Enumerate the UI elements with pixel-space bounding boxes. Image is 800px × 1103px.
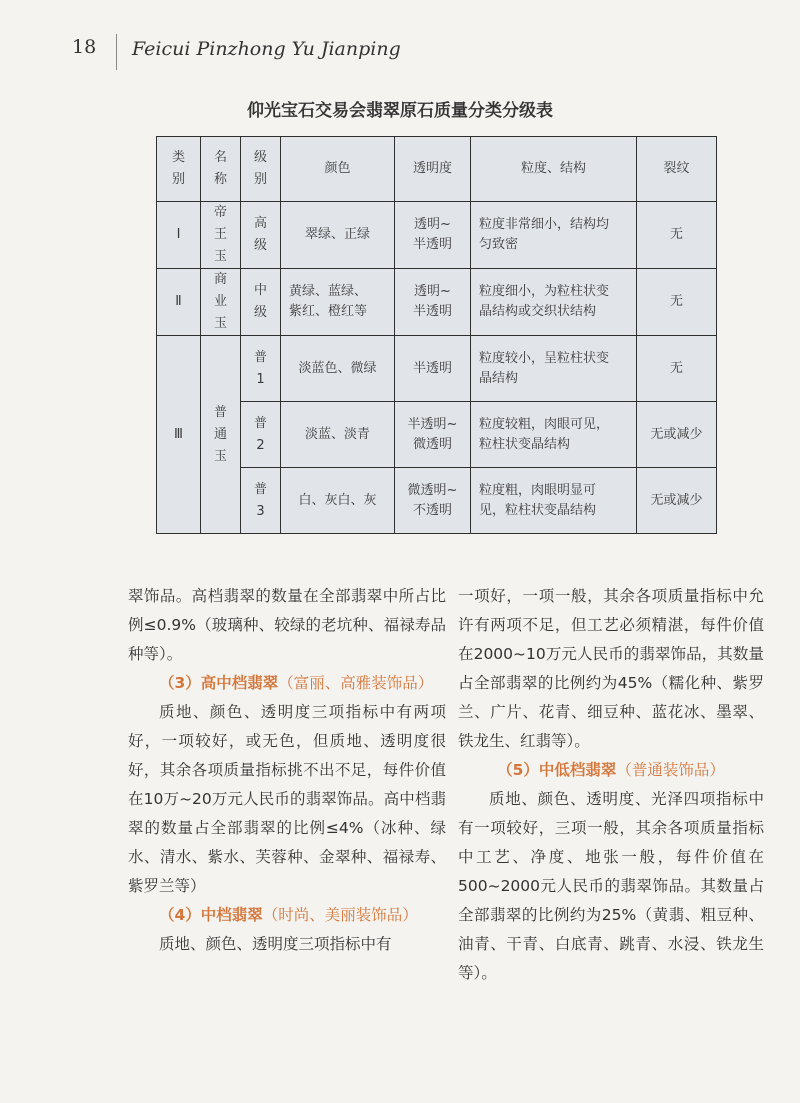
color-cell: 翠绿、正绿 <box>281 202 395 269</box>
header-color: 颜色 <box>281 137 395 202</box>
color-cell: 淡蓝、淡青 <box>281 402 395 468</box>
color-cell: 淡蓝色、微绿 <box>281 336 395 402</box>
cracks-cell: 无 <box>637 269 717 336</box>
category-cell: Ⅲ <box>157 336 201 534</box>
paragraph: 质地、颜色、透明度、光泽四项指标中有一项较好，三项一般，其余各项质量指标中工艺、净度、地张一般，每件价值在500~2000元人民币的翡翠饰品。其数量占全部翡翠的比例约为25%（黄翡、粗豆种、油青、干青、白底青、跳青、水浸、铁龙生等）。 <box>458 790 764 982</box>
paragraph: 一项好，一项一般，其余各项质量指标中允许有两项不足，但工艺必须精湛，每件价值在2000~10万元人民币的翡翠饰品，其数量占全部翡翠的比例约为45%（糯化种、紫罗兰、广片、花青、细豆种、蓝花冰、墨翠、铁龙生、红翡等）。 <box>458 587 764 750</box>
right-column <box>458 582 764 988</box>
table-row <box>157 468 717 534</box>
transparency-cell: 半透明 <box>395 336 471 402</box>
texture-cell: 粒度细小，为粒柱状变 晶结构或交织状结构 <box>471 269 637 336</box>
cracks-cell: 无 <box>637 202 717 269</box>
name-cell: 帝 王 玉 <box>201 202 241 269</box>
header-grade: 级 别 <box>241 137 281 202</box>
category-cell: Ⅱ <box>157 269 201 336</box>
texture-cell: 粒度较小，呈粒柱状变 晶结构 <box>471 336 637 402</box>
header-name: 名 称 <box>201 137 241 202</box>
table-row <box>157 336 717 402</box>
transparency-cell: 半透明~ 微透明 <box>395 402 471 468</box>
section-heading-3: （3）高中档翡翠（富丽、高雅装饰品） <box>159 674 434 692</box>
table-row <box>157 202 717 269</box>
grade-cell: 中 级 <box>241 269 281 336</box>
header-texture: 粒度、结构 <box>471 137 637 202</box>
texture-cell: 粒度非常细小，结构均 匀致密 <box>471 202 637 269</box>
table-row <box>157 269 717 336</box>
page-number: 18 <box>72 36 97 58</box>
section-heading-5: （5）中低档翡翠（普通装饰品） <box>497 761 725 779</box>
category-cell: Ⅰ <box>157 202 201 269</box>
cracks-cell: 无或减少 <box>637 402 717 468</box>
left-column <box>128 582 446 959</box>
cracks-cell: 无 <box>637 336 717 402</box>
grade-cell: 普 2 <box>241 402 281 468</box>
table-row <box>157 402 717 468</box>
header-category: 类 别 <box>157 137 201 202</box>
color-cell: 白、灰白、灰 <box>281 468 395 534</box>
header-cracks: 裂纹 <box>637 137 717 202</box>
cracks-cell: 无或减少 <box>637 468 717 534</box>
color-cell: 黄绿、蓝绿、 紫红、橙红等 <box>281 269 395 336</box>
jade-grading-table <box>156 136 717 534</box>
transparency-cell: 透明~ 半透明 <box>395 269 471 336</box>
section-heading-4: （4）中档翡翠（时尚、美丽装饰品） <box>159 906 418 924</box>
name-cell: 商 业 玉 <box>201 269 241 336</box>
name-cell: 普 通 玉 <box>201 336 241 534</box>
paragraph: 质地、颜色、透明度三项指标中有 <box>159 935 392 953</box>
grade-cell: 普 1 <box>241 336 281 402</box>
table-title: 仰光宝石交易会翡翠原石质量分类分级表 <box>247 101 553 121</box>
paragraph: 质地、颜色、透明度三项指标中有两项好，一项较好，或无色，但质地、透明度很好，其余各项质量指标挑不出不足，每件价值在10万~20万元人民币的翡翠饰品。高中档翡翠的数量占全部翡翠的比例≤4%（冰种、绿水、清水、紫水、芙蓉种、金翠种、福禄寿、紫罗兰等） <box>128 703 446 895</box>
transparency-cell: 微透明~ 不透明 <box>395 468 471 534</box>
running-title: Feicui Pinzhong Yu Jianping <box>132 38 401 60</box>
transparency-cell: 透明~ 半透明 <box>395 202 471 269</box>
paragraph: 翠饰品。高档翡翠的数量在全部翡翠中所占比例≤0.9%（玻璃种、较绿的老坑种、福禄寿品种等）。 <box>128 587 446 663</box>
texture-cell: 粒度粗，肉眼明显可 见，粒柱状变晶结构 <box>471 468 637 534</box>
grade-cell: 普 3 <box>241 468 281 534</box>
grade-cell: 高 级 <box>241 202 281 269</box>
table-header-row <box>157 137 717 202</box>
header-divider <box>116 34 117 70</box>
header-transparency: 透明度 <box>395 137 471 202</box>
texture-cell: 粒度较粗，肉眼可见， 粒柱状变晶结构 <box>471 402 637 468</box>
